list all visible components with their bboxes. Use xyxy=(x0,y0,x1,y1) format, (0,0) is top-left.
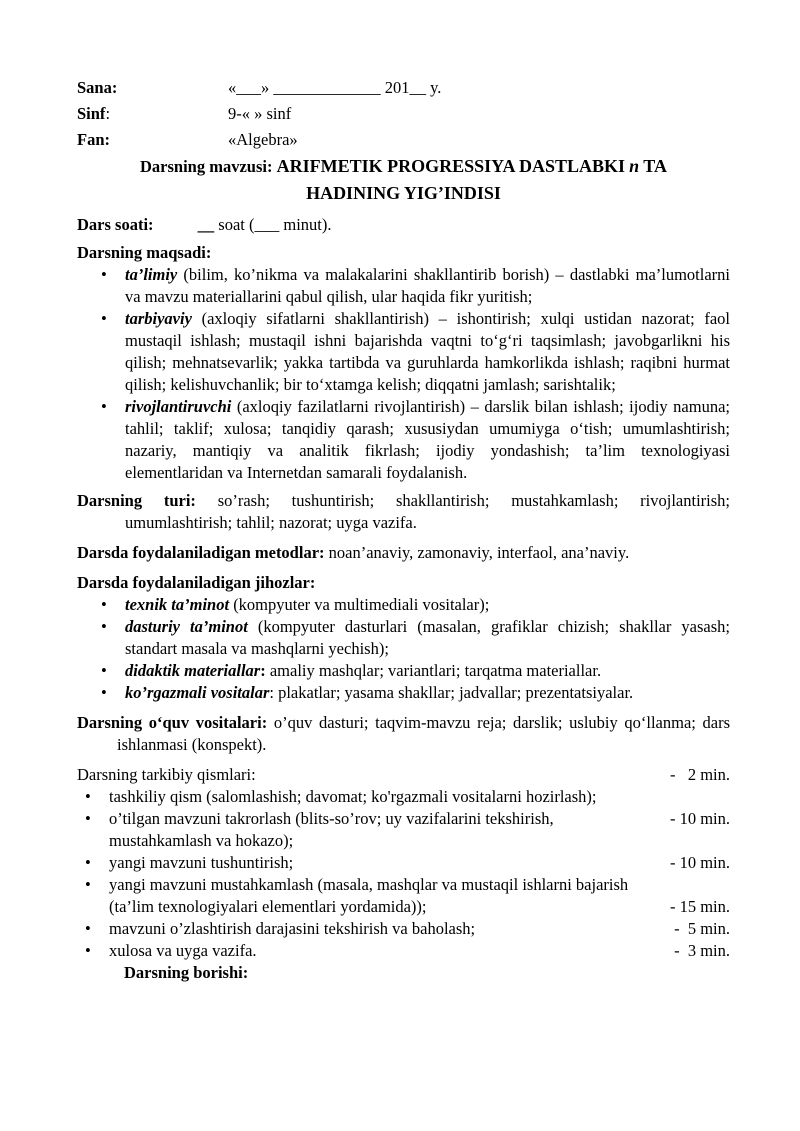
tarkibiy-label: Darsning tarkibiy qismlari: xyxy=(77,765,256,784)
vositalari-section xyxy=(77,712,730,756)
maqsadi-list xyxy=(77,264,730,484)
tarkib-text: o’tilgan mavzuni takrorlash (blits-so’rov; uy vazifalarini tekshirish, mustahkamlash va hokazo); xyxy=(109,809,554,850)
list-item xyxy=(77,808,730,852)
tarkib-text: mavzuni o’zlashtirish darajasini tekshirish va baholash; xyxy=(109,919,476,938)
list-item xyxy=(77,918,730,940)
fan-value: «Algebra» xyxy=(228,130,298,149)
list-item xyxy=(77,396,730,484)
list-item xyxy=(77,594,730,616)
jihoz-term: texnik ta’minot xyxy=(125,595,230,614)
list-item xyxy=(77,940,730,962)
title-line2: HADINING YIG’INDISI xyxy=(306,183,501,203)
bullet-icon: • xyxy=(85,809,91,828)
bullet-icon: • xyxy=(101,595,107,614)
sinf-label xyxy=(77,103,110,125)
jihoz-term: dasturiy ta’minot xyxy=(125,617,248,636)
list-item xyxy=(77,874,730,918)
turi-label: Darsning turi: xyxy=(77,491,196,510)
tarkib-time: - 2 min. xyxy=(669,765,730,784)
tarkib-time: - 5 min. xyxy=(674,919,730,938)
jihoz-colon: : xyxy=(260,661,266,680)
jihozlar-list xyxy=(77,594,730,704)
maqsad-text: (bilim, ko’nikma va malakalarini shakllantirib borish) – dastlabki ma’lumotlarni va mavzu materiallarini qabul qilish, ular haqida fikr yuritish; xyxy=(125,265,730,306)
lesson-title-line1 xyxy=(77,153,730,180)
list-item xyxy=(77,616,730,660)
soati-text: soat (___ minut). xyxy=(214,215,332,234)
metodlar-label: Darsda foydalaniladigan metodlar: xyxy=(77,543,325,562)
jihoz-text: (kompyuter va multimediali vositalar); xyxy=(229,595,490,614)
tarkibiy-section xyxy=(77,764,730,962)
sana-value: «___» _____________ 201__ y. xyxy=(228,78,442,97)
sana-row xyxy=(77,77,730,103)
maqsad-text: (axloqiy sifatlarni shakllantirish) – ishontirish; xulqi ustidan nazorat; faol mustaqil ishlash; mustaqil ishni bajarishda vaqtni to‘g‘ri taqsimlash; javobgarlikni his qilish; mehnatsevarlik; yakka tartibda va guruhlarda hamkorlikda ishlash; raqibni hurmat qilish; kelishuvchanlik; bir to‘xtamga kelish; diqqatni jamlash; sarishtalik; xyxy=(125,309,730,394)
list-item xyxy=(77,852,730,874)
list-item xyxy=(77,308,730,396)
lesson-plan-page xyxy=(77,77,730,984)
tarkib-text: xulosa va uyga vazifa. xyxy=(109,941,257,960)
tarkib-time: - 15 min. xyxy=(669,897,730,916)
metodlar-text: noan’anaviy, zamonaviy, interfaol, ana’naviy. xyxy=(324,543,630,562)
fan-label: Fan: xyxy=(77,130,110,149)
metodlar-section xyxy=(77,542,730,564)
maqsadi-label: Darsning maqsadi: xyxy=(77,243,212,262)
maqsad-term: rivojlantiruvchi xyxy=(125,397,232,416)
list-item xyxy=(77,264,730,308)
sinf-row xyxy=(77,103,730,129)
jihoz-text: amaliy mashqlar; variantlari; tarqatma materiallar. xyxy=(265,661,602,680)
bullet-icon: • xyxy=(101,397,107,416)
bullet-icon: • xyxy=(101,661,107,680)
bullet-icon: • xyxy=(101,683,107,702)
fan-row xyxy=(77,129,730,155)
bullet-icon: • xyxy=(85,787,91,806)
bullet-icon: • xyxy=(101,265,107,284)
jihozlar-label: Darsda foydalaniladigan jihozlar: xyxy=(77,573,316,592)
sinf-value: 9-« » sinf xyxy=(228,104,292,123)
maqsad-term: tarbiyaviy xyxy=(125,309,192,328)
bullet-icon: • xyxy=(85,853,91,872)
jihoz-text: (kompyuter dasturlari (masalan, grafiklar chizish; shakllar yasash; standart masala va mashqlarni yechish); xyxy=(125,617,730,658)
sinf-colon: : xyxy=(105,104,111,123)
borishi-label: Darsning borishi: xyxy=(124,963,249,982)
list-item xyxy=(77,660,730,682)
bullet-icon: • xyxy=(101,309,107,328)
maqsadi-section xyxy=(77,242,730,484)
tarkib-time: - 3 min. xyxy=(674,941,730,960)
sinf-label-text: Sinf xyxy=(77,104,106,123)
dars-soati xyxy=(77,214,730,236)
turi-section xyxy=(77,490,730,534)
vositalari-label: Darsning o‘quv vositalari: xyxy=(77,713,268,732)
jihoz-text: : plakatlar; yasama shakllar; jadvallar; prezentatsiyalar. xyxy=(269,683,634,702)
tarkib-text: yangi mavzuni tushuntirish; xyxy=(109,853,294,872)
jihoz-term: ko’rgazmali vositalar xyxy=(125,683,270,702)
soati-label: Dars soati: xyxy=(77,215,154,234)
bullet-icon: • xyxy=(85,919,91,938)
jihoz-term: didaktik materiallar xyxy=(125,661,261,680)
vositalari-text: o’quv dasturi; taqvim-mavzu reja; darslik; uslubiy qo‘llanma; dars ishlanmasi (konspekt). xyxy=(117,713,730,754)
turi-text: so’rash; tushuntirish; shakllantirish; mustahkamlash; rivojlantirish; umumlashtirish; tahlil; nazorat; uyga vazifa. xyxy=(125,491,731,532)
maqsad-term: ta’limiy xyxy=(125,265,178,284)
soati-blank: __ xyxy=(197,215,215,234)
borishi-heading xyxy=(77,962,730,984)
list-item xyxy=(77,682,730,704)
bullet-icon: • xyxy=(85,875,91,894)
tarkib-text: yangi mavzuni mustahkamlash (masala, mashqlar va mustaqil ishlarni bajarish (ta’lim texnologiyalari elementlari yordamida)); xyxy=(109,875,629,916)
jihozlar-section xyxy=(77,572,730,704)
bullet-icon: • xyxy=(101,617,107,636)
bullet-icon: • xyxy=(85,941,91,960)
maqsad-text: (axloqiy fazilatlarni rivojlantirish) – darslik bilan ishlash; ijodiy namuna; tahlil; taklif; xulosa; tanqidiy qarash; xususiydan umumiyga o‘tish; umumlashtirish; nazariy, mantiqiy va analitik fikrlash; ijodiy yondashish; ta’lim texnologiyasi elementlaridan va Internetdan samarali foydalanish. xyxy=(125,397,730,482)
lesson-title xyxy=(77,153,730,206)
title-line1-n: n xyxy=(629,156,640,176)
sana-label: Sana: xyxy=(77,78,118,97)
tarkib-time: - 10 min. xyxy=(669,853,730,872)
title-line1-a: ARIFMETIK PROGRESSIYA DASTLABKI xyxy=(276,156,626,176)
tarkib-time: - 10 min. xyxy=(669,809,730,828)
tarkib-text: tashkiliy qism (salomlashish; davomat; ko'rgazmali vositalarni hozirlash); xyxy=(109,787,597,806)
title-prefix: Darsning mavzusi: xyxy=(140,157,273,176)
title-line1-b: TA xyxy=(643,156,667,176)
